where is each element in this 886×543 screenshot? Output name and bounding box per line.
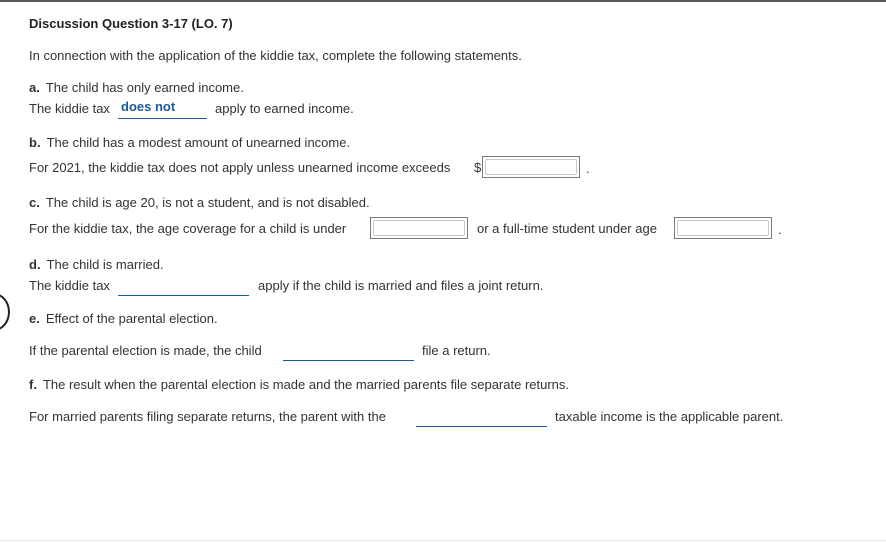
part-a-dropdown[interactable] [118, 99, 207, 119]
part-a-prefix: The kiddie tax [29, 101, 110, 116]
part-b-heading-text: The child has a modest amount of unearned income. [46, 135, 351, 150]
part-d-dropdown[interactable] [118, 276, 249, 296]
part-c-heading [29, 195, 370, 211]
part-c-middle: or a full-time student under age [477, 221, 657, 236]
part-a-dropdown-value: does not [121, 99, 176, 114]
part-c-heading-text: The child is age 20, is not a student, and is not disabled. [45, 195, 370, 210]
intro-text: In connection with the application of the kiddie tax, complete the following statements. [29, 48, 522, 63]
part-b-letter: b. [29, 135, 41, 150]
part-c-student-age-input[interactable] [674, 217, 772, 239]
part-b-heading [29, 135, 350, 151]
part-f-heading [29, 377, 569, 393]
part-c-student-age-input-inner [677, 220, 769, 236]
part-f-prefix: For married parents filing separate returns, the parent with the [29, 409, 386, 424]
edge-arc [0, 293, 10, 331]
part-a-letter: a. [29, 80, 40, 95]
part-f-dropdown[interactable] [416, 407, 547, 427]
part-e-prefix: If the parental election is made, the child [29, 343, 262, 358]
top-border [0, 0, 886, 2]
part-d-suffix: apply if the child is married and files a joint return. [258, 278, 544, 293]
part-c-letter: c. [29, 195, 40, 210]
part-d-letter: d. [29, 257, 41, 272]
part-d-heading-text: The child is married. [46, 257, 164, 272]
part-e-heading-text: Effect of the parental election. [45, 311, 218, 326]
part-d-heading [29, 257, 164, 273]
part-c-prefix: For the kiddie tax, the age coverage for a child is under [29, 221, 347, 236]
part-f-suffix: taxable income is the applicable parent. [555, 409, 784, 424]
question-title: Discussion Question 3-17 (LO. 7) [29, 16, 233, 31]
part-b-amount-input-inner [485, 159, 577, 175]
part-e-dropdown[interactable] [283, 341, 414, 361]
part-e-letter: e. [29, 311, 40, 326]
bottom-border [0, 540, 886, 541]
part-c-age-input-inner [373, 220, 465, 236]
part-b-currency: $ [474, 160, 482, 175]
part-c-period: . [778, 222, 782, 237]
part-d-prefix: The kiddie tax [29, 278, 110, 293]
part-b-period: . [586, 161, 590, 176]
part-e-heading [29, 311, 218, 327]
part-b-prefix: For 2021, the kiddie tax does not apply unless unearned income exceeds [29, 160, 451, 175]
part-c-age-input[interactable] [370, 217, 468, 239]
part-a-heading [29, 80, 244, 96]
part-e-suffix: file a return. [422, 343, 491, 358]
part-a-heading-text: The child has only earned income. [45, 80, 244, 95]
part-b-amount-input[interactable] [482, 156, 580, 178]
part-f-letter: f. [29, 377, 37, 392]
part-a-suffix: apply to earned income. [215, 101, 354, 116]
part-f-heading-text: The result when the parental election is made and the married parents file separate returns. [42, 377, 570, 392]
